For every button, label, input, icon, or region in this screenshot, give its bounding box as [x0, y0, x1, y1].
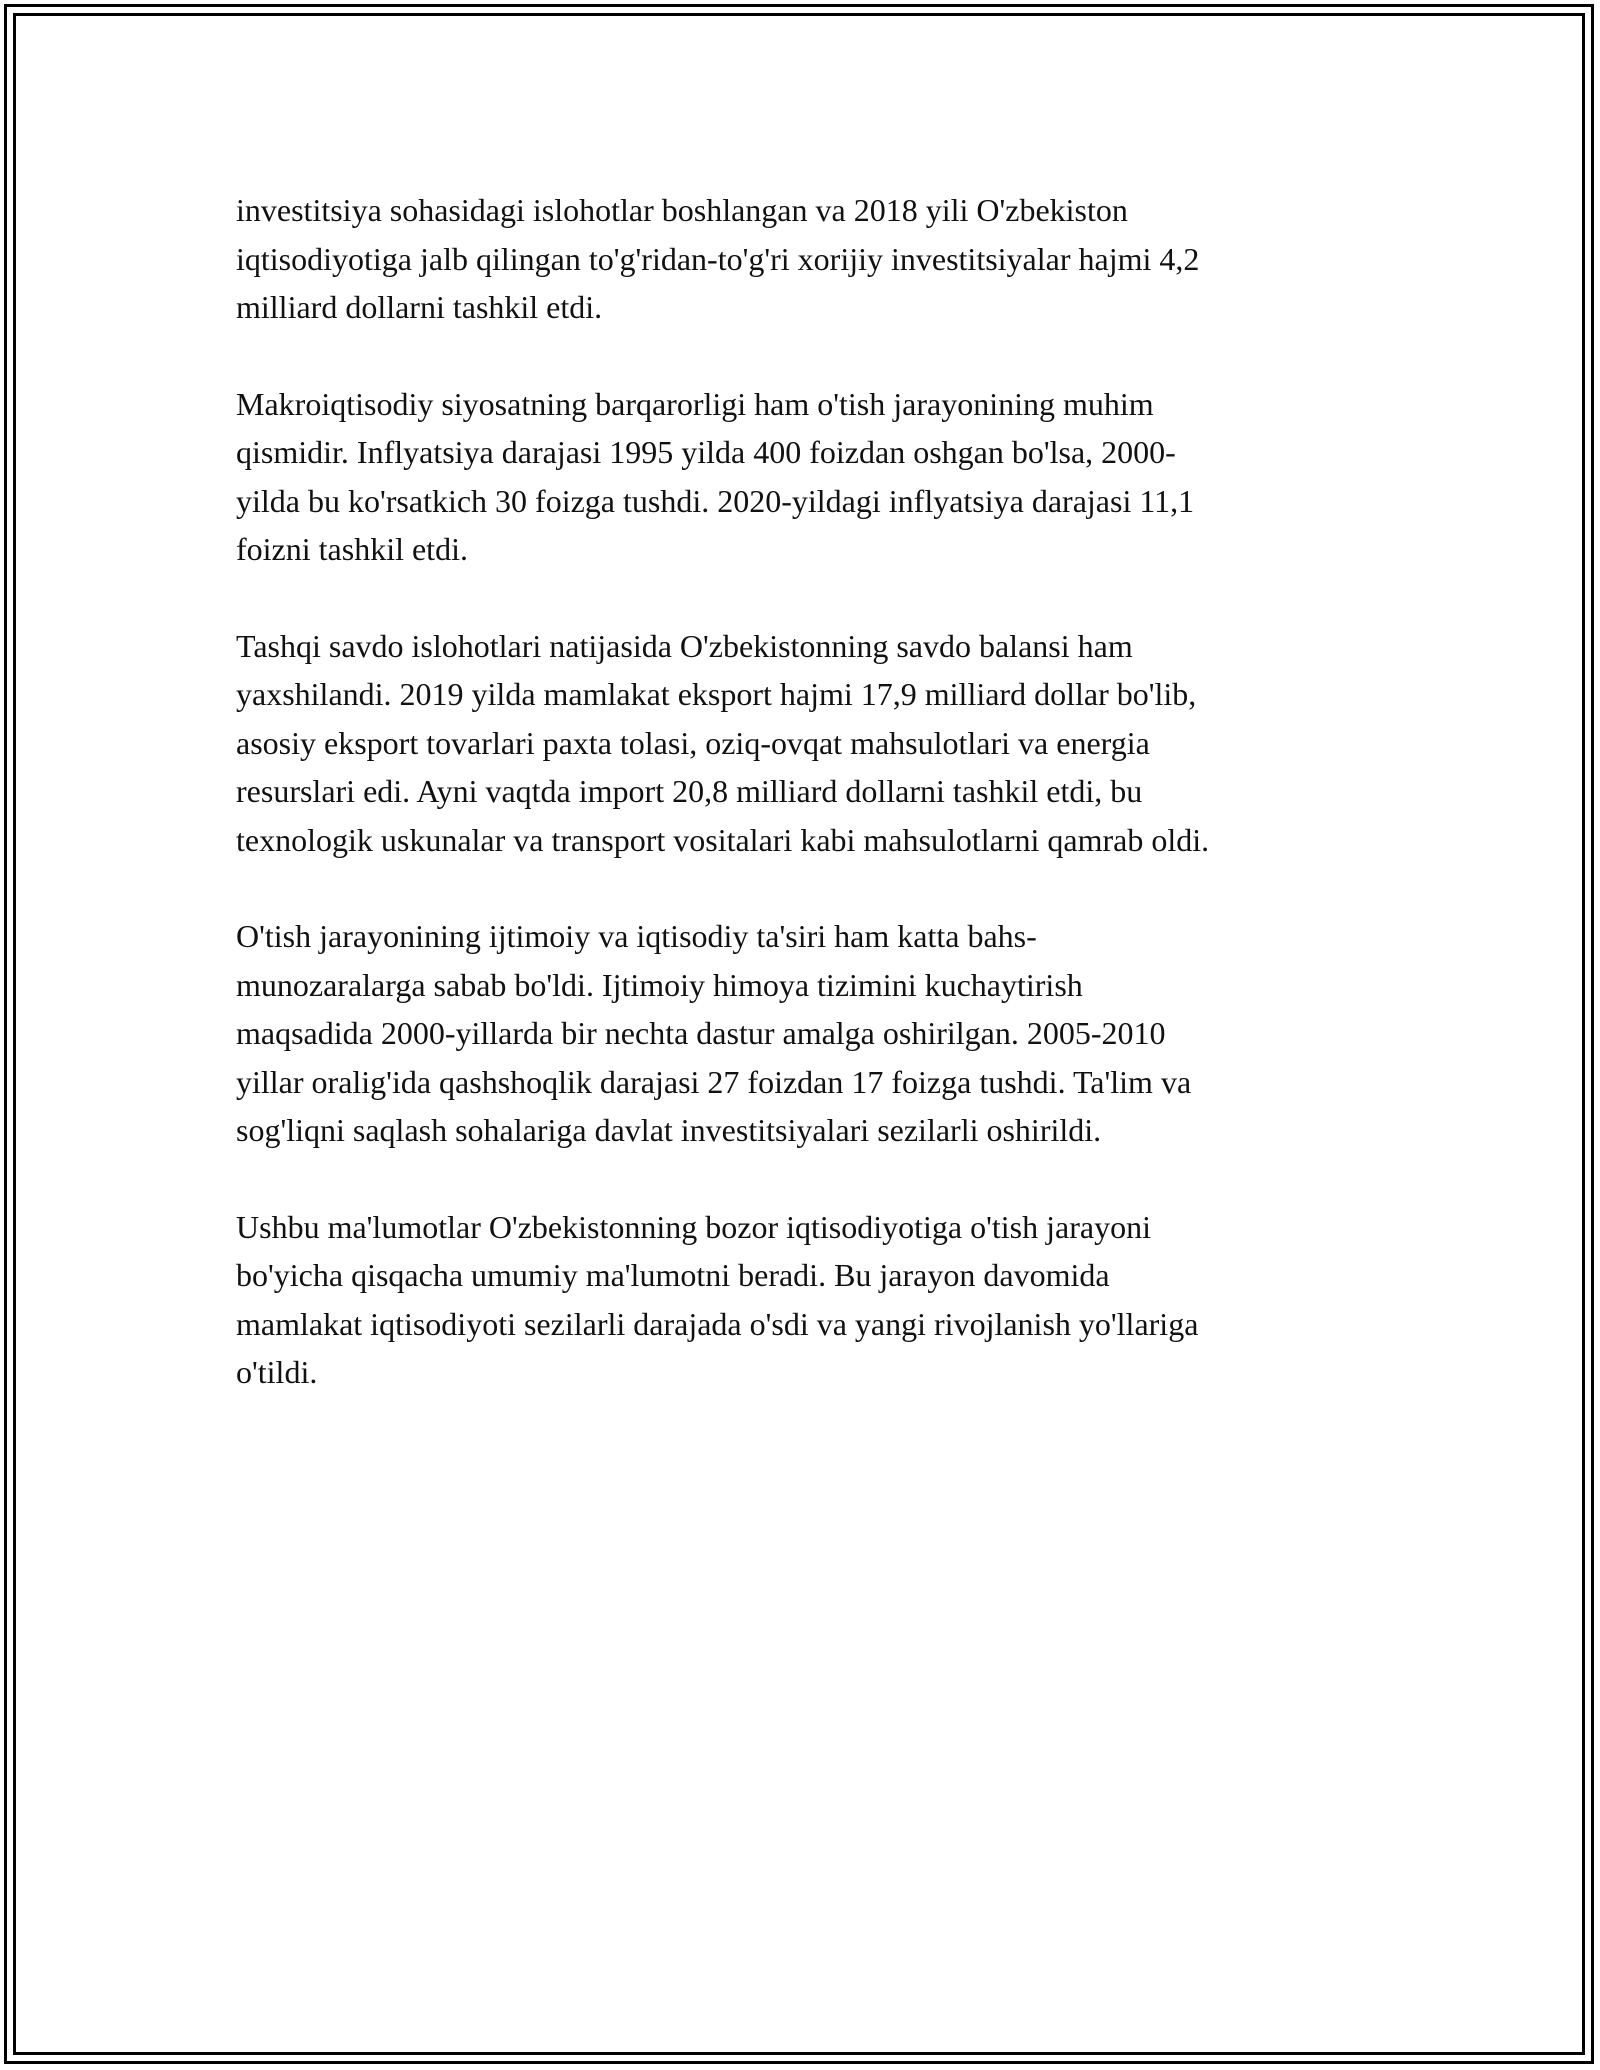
text-line: Makroiqtisodiy siyosatning barqarorligi ham o'tish jarayonining muhim	[236, 385, 1154, 422]
text-line: texnologik uskunalar va transport vositalari kabi mahsulotlarni qamrab oldi.	[236, 821, 1210, 858]
paragraph-investment	[236, 186, 1376, 332]
text-line: yaxshilandi. 2019 yilda mamlakat eksport hajmi 17,9 milliard dollar bo'lib,	[236, 676, 1197, 712]
text-line: investitsiya sohasidagi islohotlar boshlangan va 2018 yili O'zbekiston	[236, 192, 1128, 228]
text-line: asosiy eksport tovarlari paxta tolasi, oziq-ovqat mahsulotlari va energia	[236, 724, 1150, 761]
text-line: milliard dollarni tashkil etdi.	[236, 289, 603, 325]
text-line: Tashqi savdo islohotlari natijasida O'zbekistonning savdo balansi ham	[236, 627, 1133, 664]
text-line: O'tish jarayonining ijtimoiy va iqtisodiy ta'siri ham katta bahs-	[236, 918, 1037, 954]
paragraph-summary	[236, 1203, 1376, 1397]
text-line: maqsadida 2000-yillarda bir nechta dastur amalga oshirilgan. 2005-2010	[236, 1015, 1166, 1051]
text-line: o'tildi.	[236, 1354, 318, 1390]
text-line: munozaralarga sabab bo'ldi. Ijtimoiy himoya tizimini kuchaytirish	[236, 966, 1083, 1003]
document-body	[236, 186, 1376, 1445]
text-line: qismidir. Inflyatsiya darajasi 1995 yilda 400 foizdan oshgan bo'lsa, 2000-	[236, 434, 1176, 470]
text-line: yillar oralig'ida qashshoqlik darajasi 27 foizdan 17 foizga tushdi. Ta'lim va	[236, 1063, 1192, 1100]
text-line: resurslari edi. Ayni vaqtda import 20,8 milliard dollarni tashkil etdi, bu	[236, 773, 1143, 809]
text-line: sog'liqni saqlash sohalariga davlat investitsiyalari sezilarli oshirildi.	[236, 1112, 1102, 1148]
paragraph-foreign-trade	[236, 622, 1376, 865]
text-line: foizni tashkil etdi.	[236, 531, 468, 567]
text-line: iqtisodiyotiga jalb qilingan to'g'ridan-to'g'ri xorijiy investitsiyalar hajmi 4,2	[236, 240, 1200, 277]
paragraph-macroeconomic	[236, 380, 1376, 574]
paragraph-social-impact	[236, 912, 1376, 1155]
text-line: mamlakat iqtisodiyoti sezilarli darajada o'sdi va yangi rivojlanish yo'llariga	[236, 1305, 1199, 1342]
text-line: Ushbu ma'lumotlar O'zbekistonning bozor iqtisodiyotiga o'tish jarayoni	[236, 1208, 1151, 1245]
text-line: bo'yicha qisqacha umumiy ma'lumotni beradi. Bu jarayon davomida	[236, 1257, 1110, 1293]
text-line: yilda bu ko'rsatkich 30 foizga tushdi. 2020-yildagi inflyatsiya darajasi 11,1	[236, 482, 1195, 519]
